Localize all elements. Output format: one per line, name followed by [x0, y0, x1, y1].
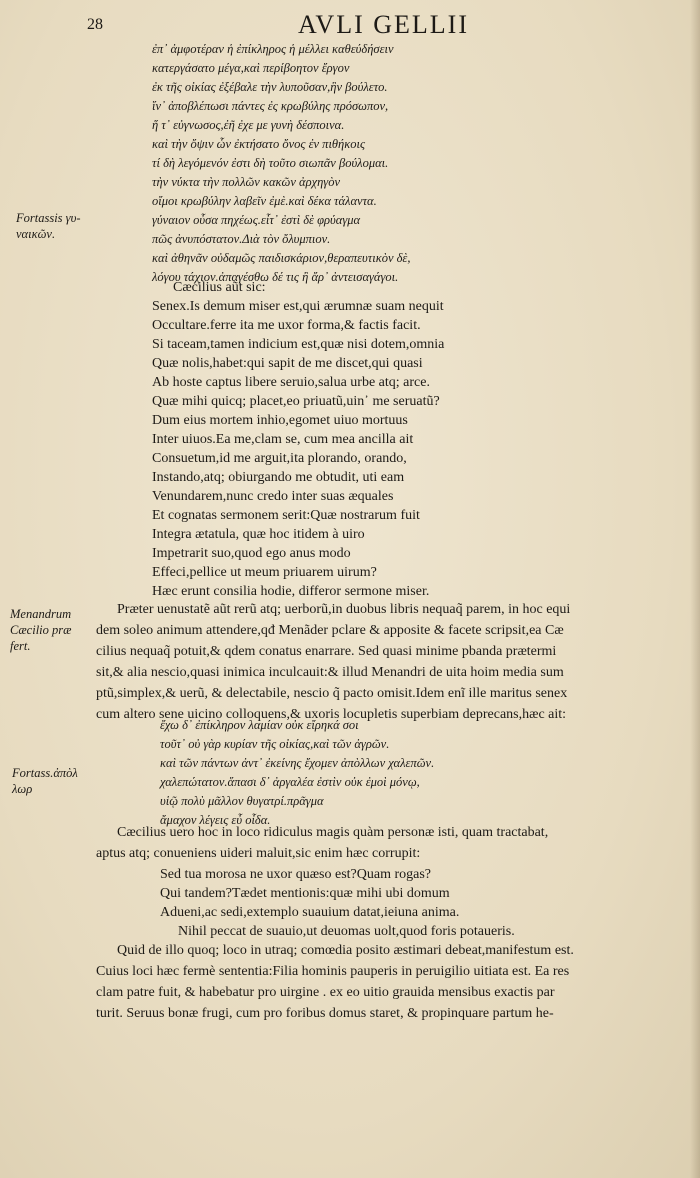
latin-verse-line: Si taceam,tamen indicium est,quæ nisi dotem,omnia	[152, 337, 445, 352]
page-number: 28	[87, 16, 103, 33]
latin-verse-line: Venundarem,nunc credo inter suas æquales	[152, 489, 394, 504]
latin-verse-line: Hæc erunt consilia hodie, differor sermone miser.	[152, 584, 430, 599]
greek-verse-line: χαλεπώτατον.ἅπασι δ᾽ ἀργαλέα ἐστὶν οὐκ ἐμοὶ μόνῳ,	[160, 775, 420, 789]
greek-verse-line: γύναιον οὖσα πηχέως.εἶτ᾽ ἐστὶ δὲ φρύαγμα	[152, 213, 361, 227]
latin-verse-line: Quæ nolis,habet:qui sapit de me discet,qui quasi	[152, 356, 423, 371]
margin-note-fortassis-gynaikon: Fortassis γυ- ναικῶν.	[16, 211, 81, 241]
latin-verse-line: Et cognatas sermonem serit:Quæ nostrarum fuit	[152, 508, 420, 523]
greek-verse-line: τοῦτ᾽ οὐ γὰρ κυρίαν τῆς οἰκίας,καὶ τῶν ἀγρῶν.	[160, 737, 390, 751]
prose-line: turit. Seruus bonæ frugi, cum pro foribus domus staret, & propinquare partum he-	[96, 1006, 554, 1021]
greek-verse-line: ἔχω δ᾽ ἐπίκληρον λαμίαν οὐκ εἴρηκά σοι	[160, 718, 359, 732]
latin-verse-line: Ab hoste captus libere seruio,salua urbe atq; arce.	[152, 375, 430, 390]
prose-line: dem soleo animum attendere,qđ Menãder pclare & apposite & facete scripsit,ea Cæ	[96, 623, 564, 638]
running-head: AVLI GELLII	[298, 10, 469, 39]
prose-line: cum altero sene uicino colloquens,& uxoris locupletis superbiam deprecans,hæc ait:	[96, 707, 567, 722]
greek-verse-line: τὴν νύκτα τὴν πολλῶν κακῶν ἀρχηγὸν	[152, 175, 341, 189]
margin-note-fortass-apollon: Fortass.ἀπὸλ λωρ	[12, 766, 78, 796]
latin-verse-line: Nihil peccat de suauio,ut deuomas uolt,quod foris potaueris.	[178, 924, 515, 939]
greek-verse-line: καὶ τὴν ὄψιν ὧν ἐκτήσατο ὄνος ἐν πιθήκοις	[152, 137, 366, 151]
prose-line: Cæcilius uero hoc in loco ridiculus magis quàm personæ isti, quam tractabat,	[117, 825, 549, 840]
latin-verse-line: Adueni,ac sedi,extemplo suauium datat,ieiuna anima.	[160, 905, 460, 920]
greek-verse-line: ἄμαχον λέγεις εὖ οἶδα.	[160, 813, 271, 827]
greek-verse-line: λόγου τάχιον.ἀπαγέσθω δέ τις ἢ ἄρ᾽ ἀντεισαγάγοι.	[152, 270, 399, 284]
latin-verse-line: Qui tandem?Tædet mentionis:quæ mihi ubi domum	[160, 886, 450, 901]
latin-verse-line: Consuetum,id me arguit,ita plorando, orando,	[152, 451, 407, 466]
latin-verse-line: Cæcilius aũt sic:	[173, 280, 266, 295]
latin-verse-line: Dum eius mortem inhio,egomet uiuo mortuus	[152, 413, 408, 428]
prose-line: clam patre fuit, & habebatur pro uirgine . ex eo uitio grauida mensibus exactis par	[96, 985, 555, 1000]
greek-verse-line: ἐπ᾽ ἀμφοτέραν ἡ ἐπίκληρος ἡ μέλλει καθεύδήσειν	[152, 42, 394, 56]
latin-verse-line: Occultare.ferre ita me uxor forma,& factis facit.	[152, 318, 421, 333]
greek-verse-line: ἵν᾽ ἀποβλέπωσι πάντες ἐς κρωβύλης πρόσωπον,	[152, 99, 389, 113]
greek-verse-line: ἥ τ᾽ εὐγνωσος,ἐῆ ἐχε με γυνὴ δέσποινα.	[152, 118, 345, 132]
greek-verse-line: καὶ ἀθηνᾶν οὐδαμῶς παιδισκάριον,θεραπευτικὸν δὲ,	[152, 251, 411, 265]
prose-line: sit,& alia nescio,quasi inimica inculcauit:& illud Menandri de uita hoim media sum	[96, 665, 564, 680]
latin-verse-line: Effeci,pellice ut meum priuarem uirum?	[152, 565, 377, 580]
latin-verse-line: Sed tua morosa ne uxor quæso est?Quam rogas?	[160, 867, 431, 882]
prose-line: aptus atq; conueniens uideri maluit,sic enim hæc corrupit:	[96, 846, 421, 861]
greek-verse-line: κατεργάσατο μέγα,καὶ περίβοητον ἔργον	[152, 61, 350, 75]
prose-line: ptũ,simplex,& uerũ, & delectabile, nescio q̃ pacto omisit.Idem enĩ ille maritus senex	[96, 686, 568, 701]
prose-line: Præter uenustatẽ aũt rerũ atq; uerborũ,in duobus libris nequaq̃ parem, in hoc equi	[117, 602, 571, 617]
latin-verse-line: Quæ mihi quicq; placet,eo priuatũ,uin᾽ me seruatũ?	[152, 394, 440, 409]
greek-verse-line: υἱῷ πολὺ μᾶλλον θυγατρί.πρᾶγμα	[160, 794, 324, 808]
latin-verse-line: Inter uiuos.Ea me,clam se, cum mea ancilla ait	[152, 432, 414, 447]
latin-verse-line: Senex.Is demum miser est,qui ærumnæ suam nequit	[152, 299, 444, 314]
margin-note-menandrum: Menandrum Cæcilio præ fert.	[10, 607, 72, 653]
prose-line: cilius nequaq̃ potuit,& qdem conatus enarrare. Sed quasi minime pbanda prætermi	[96, 644, 557, 659]
latin-verse-line: Impetrarit suo,quod ego anus modo	[152, 546, 351, 561]
prose-line: Cuius loci hæc fermè sententia:Filia hominis pauperis in peruigilio uitiata est. Ea res	[96, 964, 570, 979]
greek-verse-line: καὶ τῶν πάντων ἀντ᾽ ἐκείνης ἔχομεν ἀπὸλλων χαλεπῶν.	[160, 756, 435, 770]
greek-verse-line: ἐκ τῆς οἰκίας ἐξέβαλε τὴν λυποῦσαν,ἣν βούλετο.	[152, 80, 388, 94]
latin-verse-line: Instando,atq; obiurgando me obtudit, uti eam	[152, 470, 405, 485]
greek-verse-line: τί δὴ λεγόμενόν ἐστι δὴ τοῦτο σιωπᾶν βούλομαι.	[152, 156, 389, 170]
greek-verse-line: πῶς ἀνυπόστατον.Διὰ τὸν ὄλυμπιον.	[152, 232, 331, 246]
prose-line: Quid de illo quoq; loco in utraq; comœdia posito æstimari debeat,manifestum est.	[117, 943, 574, 958]
latin-verse-line: Integra ætatula, quæ hoc itidem à uiro	[152, 527, 365, 542]
greek-verse-line: οἴμοι κρωβύλην λαβεῖν ἐμὲ.καὶ δέκα τάλαντα.	[152, 194, 377, 208]
